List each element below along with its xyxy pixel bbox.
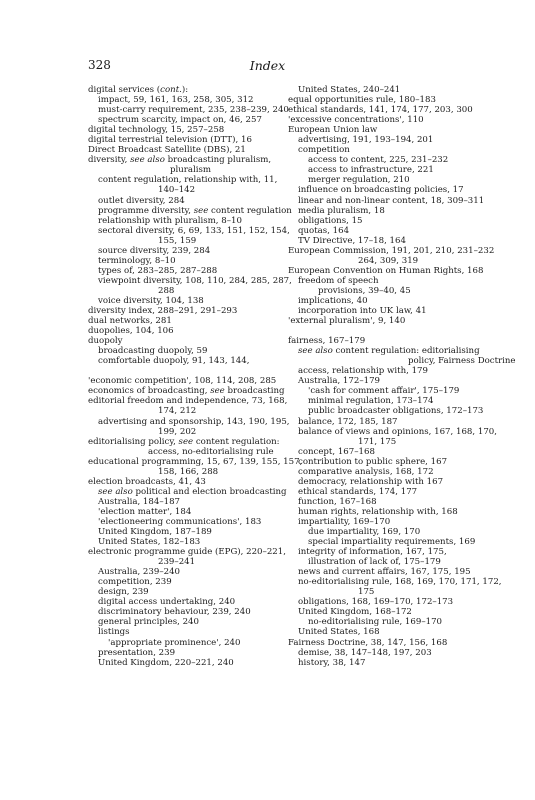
- running-head: Index: [249, 58, 286, 73]
- index-entry: election broadcasts, 41, 43: [88, 476, 206, 487]
- index-entry: 264, 309, 319: [358, 255, 419, 266]
- index-entry: ethical standards, 141, 174, 177, 203, 300: [288, 105, 473, 116]
- index-entry: editorialising policy, see content regulation:: [88, 436, 280, 447]
- index-entry: obligations, 15: [298, 215, 363, 226]
- index-column-right: [288, 85, 516, 668]
- index-gap: [288, 326, 493, 336]
- index-entry: 199, 202: [158, 426, 197, 437]
- index-entry: contribution to public sphere, 167: [298, 456, 448, 467]
- index-gap: [88, 366, 293, 376]
- index-entry: European Union law: [288, 125, 378, 136]
- index-entry: design, 239: [98, 587, 149, 598]
- index-entry: relationship with pluralism, 8–10: [98, 215, 242, 226]
- index-entry: access to content, 225, 231–232: [308, 155, 449, 166]
- index-entry: 288: [158, 285, 175, 296]
- index-entry: outlet diversity, 284: [98, 195, 185, 206]
- index-entry: advertising and sponsorship, 143, 190, 195,: [98, 416, 290, 427]
- index-entry: 140–142: [158, 185, 196, 196]
- index-entry: obligations, 168, 169–170, 172–173: [298, 597, 454, 608]
- index-entry: policy, Fairness Doctrine: [408, 356, 516, 367]
- index-entry: history, 38, 147: [298, 657, 366, 668]
- index-entry: fairness, 167–179: [288, 336, 366, 347]
- index-entry: Direct Broadcast Satellite (DBS), 21: [88, 145, 246, 156]
- index-entry: ethical standards, 174, 177: [298, 486, 418, 497]
- index-entry: United Kingdom, 220–221, 240: [98, 657, 234, 668]
- index-entry: dual networks, 281: [88, 316, 172, 327]
- index-entry: content regulation, relationship with, 11,: [98, 175, 278, 186]
- index-entry: influence on broadcasting policies, 17: [298, 185, 464, 196]
- index-entry: Australia, 184–187: [98, 496, 181, 507]
- index-entry: source diversity, 239, 284: [98, 245, 211, 256]
- index-entry: general principles, 240: [98, 617, 199, 628]
- index-entry: United States, 240–241: [298, 85, 401, 95]
- index-entry: public broadcaster obligations, 172–173: [308, 406, 484, 417]
- index-entry: integrity of information, 167, 175,: [298, 547, 447, 558]
- index-entry: see also political and election broadcasting: [98, 486, 287, 497]
- index-entry: diversity, see also broadcasting pluralism,: [88, 155, 272, 166]
- index-entry: news and current affairs, 167, 175, 195: [298, 567, 471, 578]
- index-entry: must-carry requirement, 235, 238–239, 240: [98, 105, 289, 116]
- index-entry: economics of broadcasting, see broadcasting: [88, 386, 285, 397]
- index-entry: linear and non-linear content, 18, 309–311: [298, 195, 485, 206]
- index-entry: minimal regulation, 173–174: [308, 396, 434, 407]
- index-column-left: [88, 85, 303, 668]
- index-entry: 'election matter', 184: [98, 506, 192, 517]
- index-entry: TV Directive, 17–18, 164: [298, 235, 406, 246]
- index-entry: quotas, 164: [298, 225, 350, 236]
- index-entry: Australia, 239–240: [98, 567, 181, 578]
- index-entry: media pluralism, 18: [298, 205, 385, 216]
- index-entry: broadcasting duopoly, 59: [98, 346, 208, 357]
- index-entry: listings: [98, 627, 130, 638]
- index-entry: incorporation into UK law, 41: [298, 306, 427, 317]
- index-entry: 175: [358, 587, 375, 598]
- index-entry: diversity index, 288–291, 291–293: [88, 306, 238, 317]
- index-entry: access to infrastructure, 221: [308, 165, 434, 176]
- index-entry: function, 167–168: [298, 496, 377, 507]
- index-entry: United Kingdom, 187–189: [98, 527, 212, 538]
- index-entry: concept, 167–168: [298, 446, 375, 457]
- index-entry: 'electioneering communications', 183: [98, 516, 262, 527]
- index-entry: access, relationship with, 179: [298, 366, 428, 377]
- index-entry: discriminatory behaviour, 239, 240: [98, 607, 251, 618]
- index-entry: advertising, 191, 193–194, 201: [298, 135, 434, 146]
- index-entry: comparative analysis, 168, 172: [298, 466, 434, 477]
- index-entry: pluralism: [170, 165, 212, 176]
- index-entry: see also content regulation: editorialising: [298, 346, 480, 357]
- index-entry: 158, 166, 288: [158, 466, 219, 477]
- index-entry: 155, 159: [158, 235, 197, 246]
- index-entry: editorial freedom and independence, 73, 168,: [88, 396, 288, 407]
- index-entry: presentation, 239: [98, 647, 176, 658]
- index-entry: digital services (cont.):: [88, 85, 189, 95]
- index-entry: merger regulation, 210: [308, 175, 410, 186]
- index-entry: demise, 38, 147–148, 197, 203: [298, 647, 432, 658]
- index-entry: 'cash for comment affair', 175–179: [308, 386, 460, 397]
- index-entry: types of, 283–285, 287–288: [98, 265, 218, 276]
- index-entry: Australia, 172–179: [298, 376, 381, 387]
- index-entry: United Kingdom, 168–172: [298, 607, 412, 618]
- index-entry: educational programming, 15, 67, 139, 155, 157,: [88, 456, 303, 467]
- index-entry: balance of views and opinions, 167, 168, 170,: [298, 426, 497, 437]
- index-entry: voice diversity, 104, 138: [98, 295, 204, 306]
- index-entry: comfortable duopoly, 91, 143, 144,: [98, 356, 250, 367]
- index-entry: electronic programme guide (EPG), 220–221,: [88, 547, 286, 558]
- index-entry: digital terrestrial television (DTT), 16: [88, 135, 252, 146]
- index-entry: 'external pluralism', 9, 140: [288, 316, 406, 327]
- index-entry: access, no-editorialising rule: [148, 446, 274, 457]
- index-entry: 'economic competition', 108, 114, 208, 285: [88, 376, 277, 387]
- index-entry: implications, 40: [298, 295, 368, 306]
- index-entry: digital access undertaking, 240: [98, 597, 236, 608]
- index-entry: United States, 168: [298, 627, 380, 638]
- index-entry: impartiality, 169–170: [298, 516, 391, 527]
- index-entry: European Commission, 191, 201, 210, 231–232: [288, 245, 495, 256]
- index-entry: balance, 172, 185, 187: [298, 416, 398, 427]
- index-entry: 'excessive concentrations', 110: [288, 115, 424, 126]
- index-entry: programme diversity, see content regulation: [98, 205, 292, 216]
- index-entry: digital technology, 15, 257–258: [88, 125, 225, 136]
- index-entry: viewpoint diversity, 108, 110, 284, 285, 287,: [98, 275, 292, 286]
- index-entry: special impartiality requirements, 169: [308, 537, 476, 548]
- index-entry: 174, 212: [158, 406, 197, 417]
- index-entry: Fairness Doctrine, 38, 147, 156, 168: [288, 637, 448, 648]
- index-entry: competition: [298, 145, 350, 156]
- index-entry: 239–241: [158, 557, 196, 568]
- index-entry: democracy, relationship with 167: [298, 476, 444, 487]
- index-entry: human rights, relationship with, 168: [298, 506, 458, 517]
- index-entry: 171, 175: [358, 436, 397, 447]
- index-entry: European Convention on Human Rights, 168: [288, 265, 484, 276]
- index-entry: no-editorialising rule, 169–170: [308, 617, 443, 628]
- index-entry: terminology, 8–10: [98, 255, 176, 266]
- index-entry: 'appropriate prominence', 240: [108, 637, 241, 648]
- index-entry: sectoral diversity, 6, 69, 133, 151, 152, 154,: [98, 225, 290, 236]
- index-entry: duopolies, 104, 106: [88, 326, 174, 337]
- index-entry: impact, 59, 161, 163, 258, 305, 312: [98, 95, 254, 106]
- index-entry: spectrum scarcity, impact on, 46, 257: [98, 115, 262, 126]
- index-entry: freedom of speech: [298, 275, 379, 286]
- index-entry: United States, 182–183: [98, 537, 201, 548]
- index-entry: duopoly: [88, 336, 123, 347]
- index-entry: competition, 239: [98, 577, 172, 588]
- page-number: 328: [88, 58, 111, 72]
- index-entry: no-editorialising rule, 168, 169, 170, 171, 172,: [298, 577, 502, 588]
- index-entry: illustration of lack of, 175–179: [308, 557, 441, 568]
- index-entry: due impartiality, 169, 170: [308, 527, 421, 538]
- index-entry: equal opportunities rule, 180–183: [288, 95, 436, 106]
- index-entry: provisions, 39–40, 45: [318, 285, 411, 296]
